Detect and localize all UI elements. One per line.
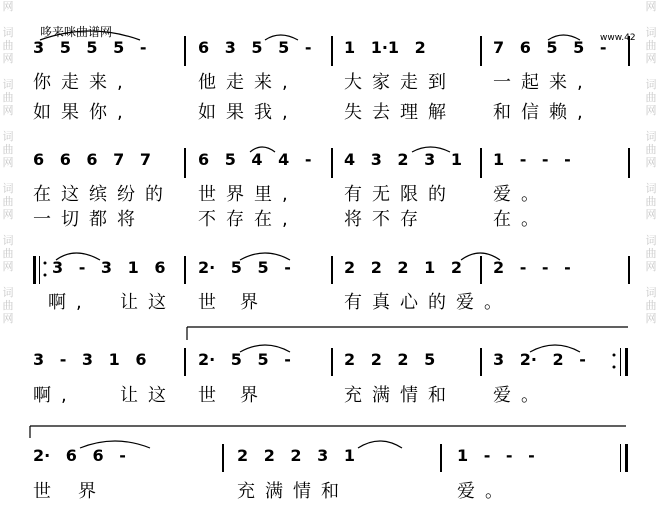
lyric-text: 爱。: [493, 184, 549, 205]
lyric-text: 界: [240, 292, 268, 313]
lyric-text: 一起来,: [493, 72, 593, 93]
lyric-text: 一切都将: [33, 209, 145, 230]
lyric-text: 爱。: [457, 481, 513, 502]
jianpu-measure: 2· 5 5 -: [198, 350, 291, 369]
tie-slur: [40, 31, 140, 40]
lyric-text: 在这缤纷的: [33, 184, 173, 205]
lyric-text: 有真心的爱。: [344, 292, 512, 313]
jianpu-measure: 3 - 3 1 6: [33, 350, 147, 369]
site-url: www.42: [600, 33, 636, 43]
lyric-text: 在。: [493, 209, 549, 230]
repeat-dot: [44, 262, 47, 265]
lyric-text: 充满情和: [237, 481, 349, 502]
lyric-text: 如果我,: [198, 102, 298, 123]
tie-slur: [240, 345, 290, 352]
lyric-text: 界: [240, 385, 268, 406]
lyric-text: 界: [78, 481, 106, 502]
tie-slur: [412, 147, 450, 152]
lyric-text: 失去理解: [344, 102, 456, 123]
lyric-text: 啊,: [48, 292, 92, 313]
tie-slur: [358, 441, 402, 448]
jianpu-measure: 1 - - -: [493, 150, 571, 169]
jianpu-measure: 2 2 2 5: [344, 350, 436, 369]
tie-slur: [530, 345, 580, 352]
lyric-text: 世: [33, 481, 61, 502]
lyric-text: 不存在,: [198, 209, 298, 230]
lyric-text: 和信赖,: [493, 102, 593, 123]
tie-slur: [265, 35, 298, 40]
lyric-text: 爱。: [493, 385, 549, 406]
lyric-text: 充满情和: [344, 385, 456, 406]
jianpu-measure: 2· 5 5 -: [198, 258, 291, 277]
lyric-text: 让这: [120, 385, 176, 406]
lyric-text: 将不存: [344, 209, 428, 230]
jianpu-measure: 2 2 2 1 2: [344, 258, 462, 277]
tie-slur: [548, 35, 580, 40]
lyric-text: 世: [198, 292, 226, 313]
jianpu-measure: 6 6 6 7 7: [33, 150, 151, 169]
lyric-text: 世界里,: [198, 184, 298, 205]
jianpu-measure: 2· 6 6 -: [33, 446, 126, 465]
lyric-text: 让这: [120, 292, 176, 313]
lyric-text: 世: [198, 385, 226, 406]
tie-slur: [240, 253, 290, 260]
repeat-dot: [613, 366, 616, 369]
lyric-text: 如果你,: [33, 102, 133, 123]
jianpu-measure: 6 5 4 4 -: [198, 150, 312, 169]
watermark-left: 网 词 曲 网 词 曲 网 词 曲 网 词 曲 网 词 曲 网 词 曲 网: [2, 0, 14, 325]
lyric-text: 他走来,: [198, 72, 298, 93]
lyric-text: 有无限的: [344, 184, 456, 205]
jianpu-measure: 2 - - -: [493, 258, 571, 277]
lyric-text: 大家走到: [344, 72, 456, 93]
lyric-text: 你走来,: [33, 72, 133, 93]
tie-slur: [56, 253, 100, 260]
repeat-dot: [44, 274, 47, 277]
jianpu-measure: 3 - 3 1 6: [52, 258, 166, 277]
jianpu-measure: 4 3 2 3 1: [344, 150, 462, 169]
tie-slur: [250, 147, 275, 152]
jianpu-measure: 3 2· 2 -: [493, 350, 586, 369]
tie-slur: [80, 441, 150, 448]
jianpu-measure: 1 - - -: [457, 446, 535, 465]
lyric-text: 啊,: [33, 385, 77, 406]
repeat-dot: [613, 354, 616, 357]
tie-slur: [461, 253, 500, 260]
jianpu-measure: 1 1·1 2: [344, 38, 426, 57]
jianpu-measure: 6 3 5 5 -: [198, 38, 312, 57]
jianpu-measure: 7 6 5 5 -: [493, 38, 607, 57]
jianpu-measure: 3 5 5 5 -: [33, 38, 147, 57]
watermark-right: 网 词 曲 网 词 曲 网 词 曲 网 词 曲 网 词 曲 网 词 曲 网: [645, 0, 657, 325]
site-header: 哆来咪曲谱网: [40, 25, 113, 39]
jianpu-measure: 2 2 2 3 1: [237, 446, 355, 465]
